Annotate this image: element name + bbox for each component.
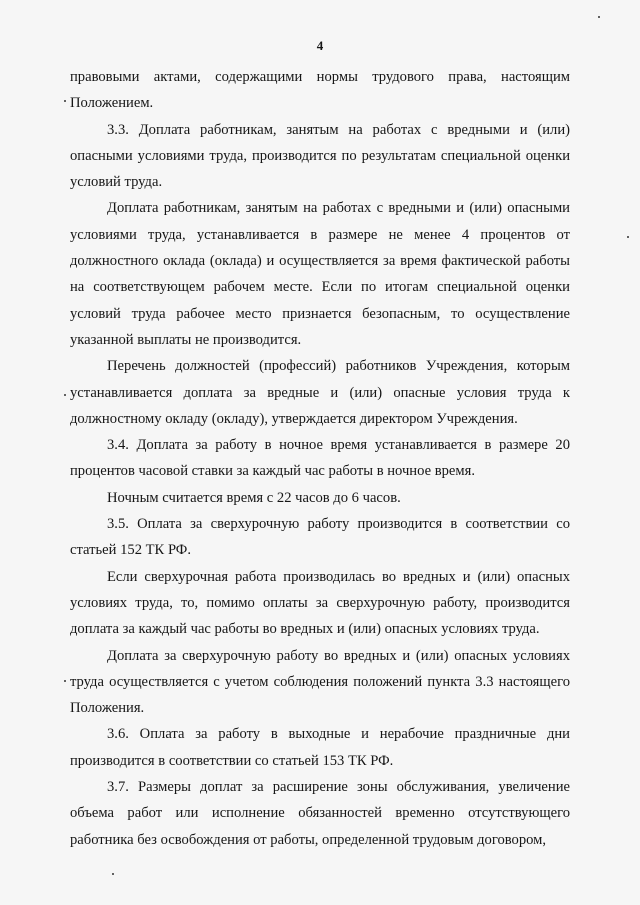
scan-speck bbox=[64, 680, 66, 682]
scan-speck bbox=[598, 16, 600, 18]
paragraph: правовыми актами, содержащими нормы трудового права, настоящим Положением. bbox=[70, 69, 570, 112]
scan-speck bbox=[627, 236, 629, 238]
paragraph: 3.5. Оплата за сверхурочную работу производится в соответствии со статьей 152 ТК РФ. bbox=[70, 516, 570, 559]
paragraph: 3.4. Доплата за работу в ночное время устанавливается в размере 20 процентов часовой ставки за каждый час работы в ночное время. bbox=[70, 437, 570, 480]
document-body bbox=[70, 64, 570, 853]
paragraph: Ночным считается время с 22 часов до 6 часов. bbox=[107, 489, 401, 506]
scan-speck bbox=[64, 394, 66, 396]
paragraph: Если сверхурочная работа производилась во вредных и (или) опасных условиях труда, то, помимо оплаты за сверхурочную работу, производится доплата за каждый час работы во вредных и (или) опасных условиях труда. bbox=[70, 568, 570, 638]
paragraph: Доплата работникам, занятым на работах с вредными и (или) опасными условиями труда, устанавливается в размере не менее 4 процентов от должностного оклада (оклада) и осуществляется за время фактической работы на соответствующем рабочем месте. Если по итогам специальной оценки условий труда рабочее место признается безопасным, то осуществление указанной выплаты не производится. bbox=[70, 200, 570, 348]
paragraph: Перечень должностей (профессий) работников Учреждения, которым устанавливается доплата за вредные и (или) опасные условия труда к должностному окладу (окладу), утверждается директором Учреждения. bbox=[70, 358, 570, 427]
paragraph: 3.6. Оплата за работу в выходные и нерабочие праздничные дни производится в соответствии со статьей 153 ТК РФ. bbox=[70, 726, 570, 769]
scan-speck bbox=[112, 873, 114, 875]
paragraph: Доплата за сверхурочную работу во вредных и (или) опасных условиях труда осуществляется с учетом соблюдения положений пункта 3.3 настоящего Положения. bbox=[70, 647, 570, 717]
page-number: 4 bbox=[316, 38, 324, 53]
paragraph: 3.3. Доплата работникам, занятым на работах с вредными и (или) опасными условиями труда, производится по результатам специальной оценки условий труда. bbox=[70, 121, 570, 191]
paragraph: 3.7. Размеры доплат за расширение зоны обслуживания, увеличение объема работ или исполнение обязанностей временно отсутствующего работника без освобождения от работы, определенной трудовым договором, bbox=[70, 779, 570, 848]
scan-speck bbox=[64, 100, 66, 102]
